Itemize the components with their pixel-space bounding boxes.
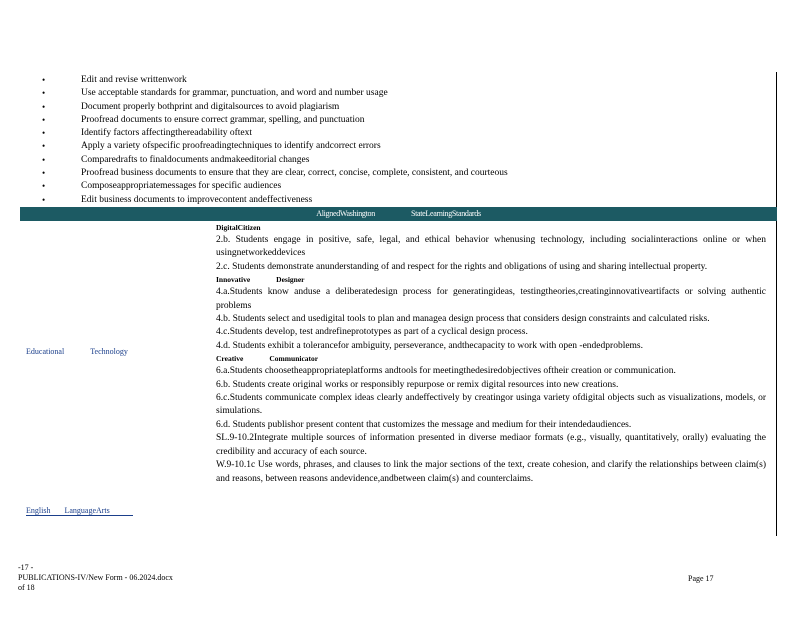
page-number: Page 17 (688, 574, 714, 583)
list-item: • Proofread documents to ensure correct grammar, spelling, and punctuation (42, 114, 365, 125)
page-footer (18, 563, 173, 593)
standard-6d: 6.d. Students publishor present content that customizes the message and medium for their intendedaudiences. (216, 419, 632, 430)
subheading-creative-communicator: Creative Communicator (216, 354, 319, 364)
standard-4d: 4.d. Students exhibit a tolerancefor ambiguity, perseverance, andthecapacity to work with open -endedproblems. (216, 340, 644, 351)
standards-header-band (20, 207, 777, 221)
row-label-english-language-arts: English LanguageArts (26, 506, 133, 516)
standard-6a: 6.a.Students choosetheappropriateplatforms andtools for meetingthedesiredobjectives oftheir creation or communication. (216, 366, 676, 377)
standard-sl-9-10-2: SL.9-10.2Integrate multiple sources of information presented in diverse mediaor formats (e.g., visually, quantitatively, orally) evaluating the credibility and accuracy of each source. (216, 433, 766, 457)
standard-6c: 6.c.Students communicate complex ideas clearly andeffectively by creatingor usinga variety ofdigital objects such as visualizations, models, or simulations. (216, 393, 766, 417)
standard-2b: 2.b. Students engage in positive, safe, legal, and ethical behavior whenusing technology, including socialinteractions online or when usingnetworkeddevices (216, 235, 766, 259)
list-item: • Document properly bothprint and digitalsources to avoid plagiarism (42, 101, 340, 112)
row-label-educational-technology: Educational Technology (26, 347, 128, 356)
list-item: • Comparedrafts to finaldocuments andmakeeditorial changes (42, 154, 310, 165)
list-item: • Edit and revise writtenwork (42, 75, 187, 85)
subheading-innovative-designer: Innovative Designer (216, 275, 305, 285)
standard-6b: 6.b. Students create original works or responsibly repurpose or remix digital resources into new creations. (216, 379, 619, 390)
competency-list (40, 74, 760, 207)
band-title-part2: StateLearningStandards (410, 209, 481, 218)
list-item: • Composeappropriatemessages for specific audiences (42, 181, 282, 192)
standard-w-9-10-1c: W.9-10.1c Use words, phrases, and clauses to link the major sections of the text, create cohesion, and clarify the relationships between claim(s) and reasons, between reasons andevidence,andbetween claim(s) and counterclaims. (216, 460, 766, 484)
standard-4a: 4.a.Students know anduse a deliberatedesign process for generatingideas, testingtheories,creatinginnovativeartifacts or solving authentic problems (216, 287, 766, 311)
list-item: • Edit business documents to improvecontent andeffectiveness (42, 194, 313, 205)
footer-page-total: of 18 (18, 583, 35, 592)
list-item: • Proofread business documents to ensure that they are clear, correct, concise, complete, consistent, and courteous (42, 168, 508, 179)
standard-4b: 4.b. Students select and usedigital tools to plan and managea design process that considers design constraints and calculated risks. (216, 314, 710, 325)
table-right-border (776, 72, 777, 536)
list-item: • Identify factors affectingthereadability oftext (42, 128, 253, 139)
footer-page-marker: -17 - (18, 563, 34, 572)
footer-file-path: PUBLICATIONS-IV/New Form - 06.2024.docx (18, 573, 173, 582)
list-item: • Apply a variety ofspecific proofreadingtechniques to identify andcorrect errors (42, 141, 381, 152)
subheading-digital-citizen: DigitalCitizen (216, 223, 261, 232)
standards-content (216, 222, 766, 486)
standard-4c: 4.c.Students develop, test andrefineprototypes as part of a cyclical design process. (216, 327, 528, 338)
list-item: • Use acceptable standards for grammar, punctuation, and word and number usage (42, 88, 388, 99)
band-title-part1: AlignedWashington (316, 209, 375, 218)
standard-2c: 2.c. Students demonstrate anunderstanding of and respect for the rights and obligations of using and sharing intellectual property. (216, 261, 708, 272)
